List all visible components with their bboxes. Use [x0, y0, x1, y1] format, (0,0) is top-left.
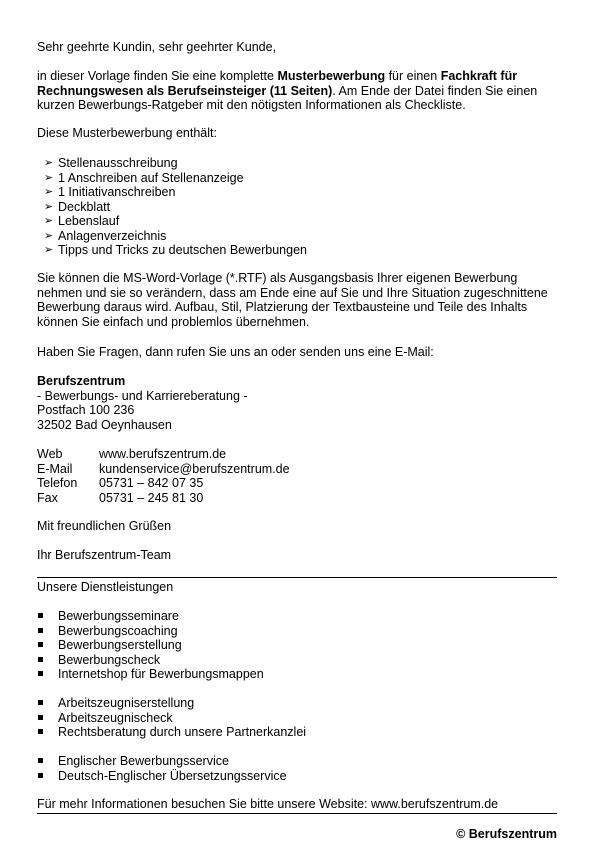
square-bullet-icon — [38, 729, 43, 734]
greeting: Sehr geehrte Kundin, sehr geehrter Kunde, — [37, 40, 277, 54]
arrow-bullet-icon: ➢ — [44, 186, 54, 198]
contact-value: 05731 – 842 07 35 — [99, 476, 204, 490]
services-list-1 — [37, 609, 557, 682]
list-item: ➢ 1 Initiativanschreiben — [44, 185, 176, 199]
divider-bottom — [37, 813, 557, 814]
arrow-bullet-icon: ➢ — [44, 244, 54, 256]
list-item: Arbeitszeugniserstellung — [37, 696, 557, 711]
questions-text: Haben Sie Fragen, dann rufen Sie uns an oder senden uns eine E-Mail: — [37, 345, 434, 359]
list-item: Arbeitszeugnischeck — [37, 711, 557, 726]
list-item: Bewerbungscheck — [37, 653, 557, 668]
list-item: Bewerbungserstellung — [37, 638, 557, 653]
contact-row-fax — [37, 491, 557, 506]
list-item: Internetshop für Bewerbungsmappen — [37, 667, 557, 682]
address-line: Postfach 100 236 — [37, 403, 135, 417]
square-bullet-icon — [38, 671, 43, 676]
arrow-bullet-icon: ➢ — [44, 171, 54, 184]
list-item: Deutsch-Englischer Übersetzungsservice — [37, 769, 557, 784]
contact-row-web — [37, 447, 557, 462]
address-line: 32502 Bad Oeynhausen — [37, 417, 172, 432]
copyright-text: © Berufszentrum — [456, 827, 557, 841]
intro-text-1: in dieser Vorlage finden Sie eine komplette — [37, 69, 278, 83]
arrow-bullet-icon: ➢ — [44, 200, 54, 213]
list-item: ➢ Lebenslauf — [44, 214, 120, 228]
square-bullet-icon — [38, 773, 43, 778]
list-item: ➢ Tipps und Tricks zu deutschen Bewerbungen — [44, 243, 307, 257]
list-item: Bewerbungscoaching — [37, 624, 557, 639]
intro-bold-product: Musterbewerbung — [277, 69, 386, 83]
intro-paragraph — [37, 69, 557, 113]
closing-text: Mit freundlichen Grüßen — [37, 519, 172, 533]
services-heading: Unsere Dienstleistungen — [37, 580, 174, 594]
square-bullet-icon — [38, 700, 43, 705]
contact-row-phone — [37, 476, 557, 491]
contact-block — [37, 447, 557, 505]
square-bullet-icon — [38, 613, 43, 618]
list-item: Rechtsberatung durch unsere Partnerkanzlei — [37, 725, 557, 740]
square-bullet-icon — [38, 628, 43, 633]
list-item: ➢ Anlagenverzeichnis — [44, 228, 167, 243]
email-link[interactable]: kundenservice@berufszentrum.de — [99, 461, 290, 476]
address-line: - Bewerbungs- und Karriereberatung - — [37, 388, 248, 403]
signature-text: Ihr Berufszentrum-Team — [37, 548, 172, 562]
contents-heading: Diese Musterbewerbung enthält: — [37, 126, 217, 140]
contact-label: Web — [37, 447, 63, 461]
list-item: ➢ 1 Anschreiben auf Stellenanzeige — [44, 170, 244, 185]
contents-list — [37, 156, 557, 258]
arrow-bullet-icon: ➢ — [44, 229, 54, 242]
intro-text-2: für einen — [385, 69, 441, 83]
square-bullet-icon — [38, 642, 43, 647]
intro-text-3: . Am Ende der Datei finden Sie einen kurzen Bewerbungs-Ratgeber mit den nötigsten Informationen als Checkliste. — [37, 83, 538, 112]
usage-paragraph: Sie können die MS-Word-Vorlage (*.RTF) als Ausgangsbasis Ihrer eigenen Bewerbung nehmen und sie so verändern, dass am Ende eine auf Sie und Ihre Situation zugeschnittene Bewerbung daraus wird. Aufbau, Stil, Platzierung der Textbausteine und Teile des Inhalts können Sie einfach und problemlos übernehmen. — [37, 271, 548, 329]
intro-bold-position: Fachkraft für Rechnungswesen als Berufseinsteiger (11 Seiten) — [37, 69, 518, 98]
company-name: Berufszentrum — [37, 374, 126, 388]
website-link[interactable]: www.berufszentrum.de — [99, 447, 227, 461]
list-item: ➢ Deckblatt — [44, 199, 111, 214]
arrow-bullet-icon: ➢ — [44, 157, 54, 169]
contact-label: Telefon — [37, 476, 78, 490]
square-bullet-icon — [38, 657, 43, 662]
square-bullet-icon — [38, 715, 43, 720]
contact-value: 05731 – 245 81 30 — [99, 490, 204, 505]
list-item: Englischer Bewerbungsservice — [37, 754, 557, 769]
list-item: Bewerbungsseminare — [37, 609, 557, 624]
list-item: ➢ Stellenausschreibung — [44, 156, 178, 170]
contact-label: Fax — [37, 490, 58, 505]
services-list-3 — [37, 754, 557, 783]
arrow-bullet-icon: ➢ — [44, 215, 54, 227]
more-info-text: Für mehr Informationen besuchen Sie bitte unsere Website: www.berufszentrum.de — [37, 797, 499, 811]
contact-row-email — [37, 462, 557, 477]
divider-top — [37, 577, 557, 578]
square-bullet-icon — [38, 758, 43, 763]
services-list-2 — [37, 696, 557, 740]
address-block — [37, 374, 557, 432]
contact-label: E-Mail — [37, 461, 73, 476]
